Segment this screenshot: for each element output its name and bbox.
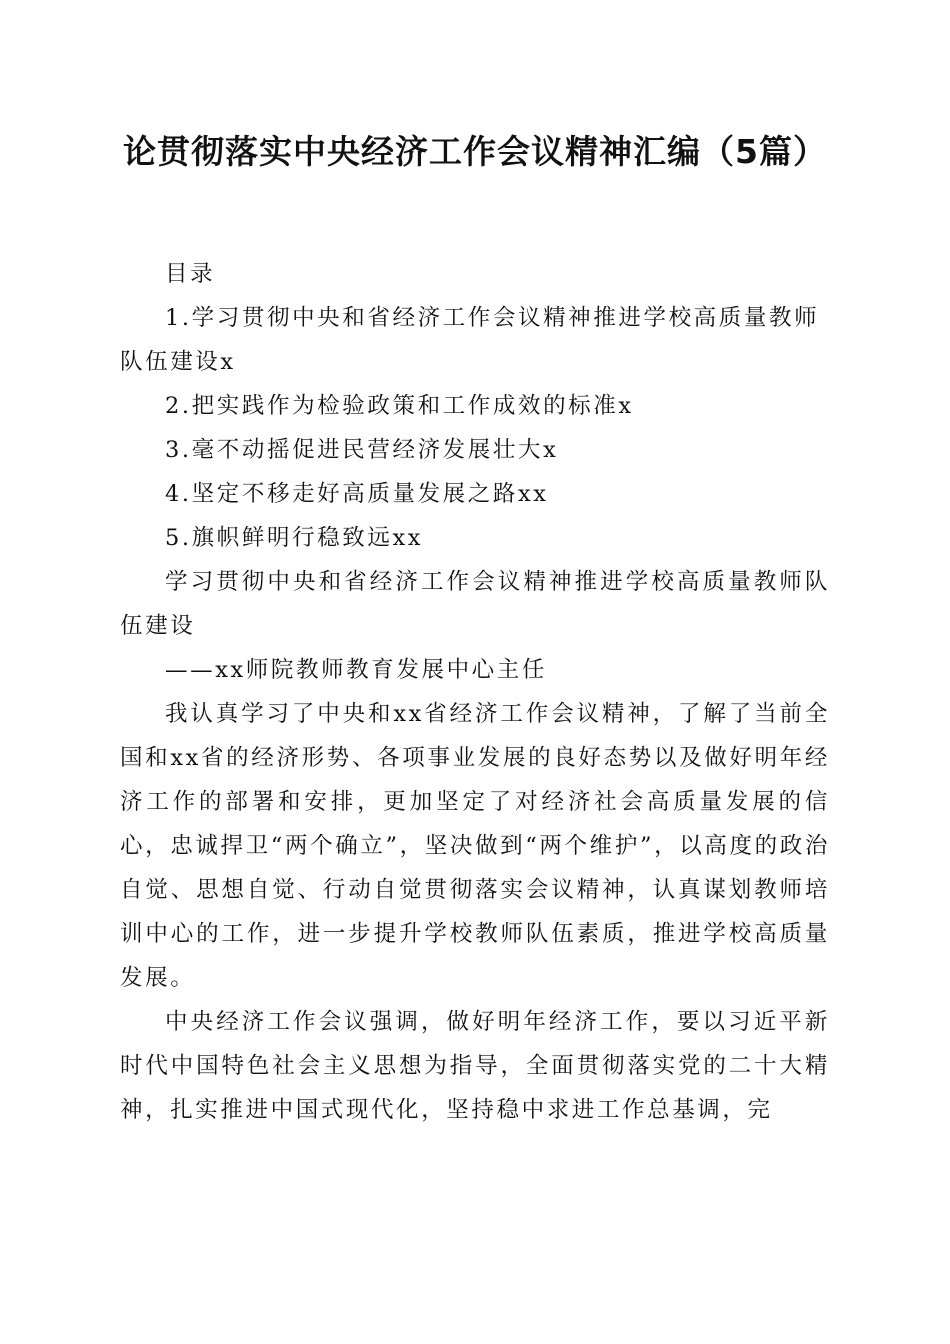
document-title: 论贯彻落实中央经济工作会议精神汇编（5篇） [123, 132, 827, 171]
toc-item: 1.学习贯彻中央和省经济工作会议精神推进学校高质量教师队伍建设x [120, 305, 820, 375]
toc-item: 2.把实践作为检验政策和工作成效的标准x [165, 393, 634, 419]
toc-heading: 目录 [165, 261, 216, 287]
article-title: 学习贯彻中央和省经济工作会议精神推进学校高质量教师队伍建设 [120, 569, 830, 639]
toc-item: 4.坚定不移走好高质量发展之路xx [165, 481, 549, 507]
toc-item: 5.旗帜鲜明行稳致远xx [165, 525, 424, 551]
body-paragraph: 我认真学习了中央和xx省经济工作会议精神，了解了当前全国和xx省的经济形势、各项事业发展的良好态势以及做好明年经济工作的部署和安排，更加坚定了对经济社会高质量发展的信心，忠诚捍卫“两个确立”，坚决做到“两个维护”，以高度的政治自觉、思想自觉、行动自觉贯彻落实会议精神，认真谋划教师培训中心的工作，进一步提升学校教师队伍素质，推进学校高质量发展。 [120, 701, 830, 991]
body-paragraph: 中央经济工作会议强调，做好明年经济工作，要以习近平新时代中国特色社会主义思想为指导，全面贯彻落实党的二十大精神，扎实推进中国式现代化，坚持稳中求进工作总基调，完 [120, 1009, 830, 1123]
author-line: ——xx师院教师教育发展中心主任 [165, 657, 547, 683]
toc-item: 3.毫不动摇促进民营经济发展壮大x [165, 437, 559, 463]
document-page [120, 130, 830, 1132]
